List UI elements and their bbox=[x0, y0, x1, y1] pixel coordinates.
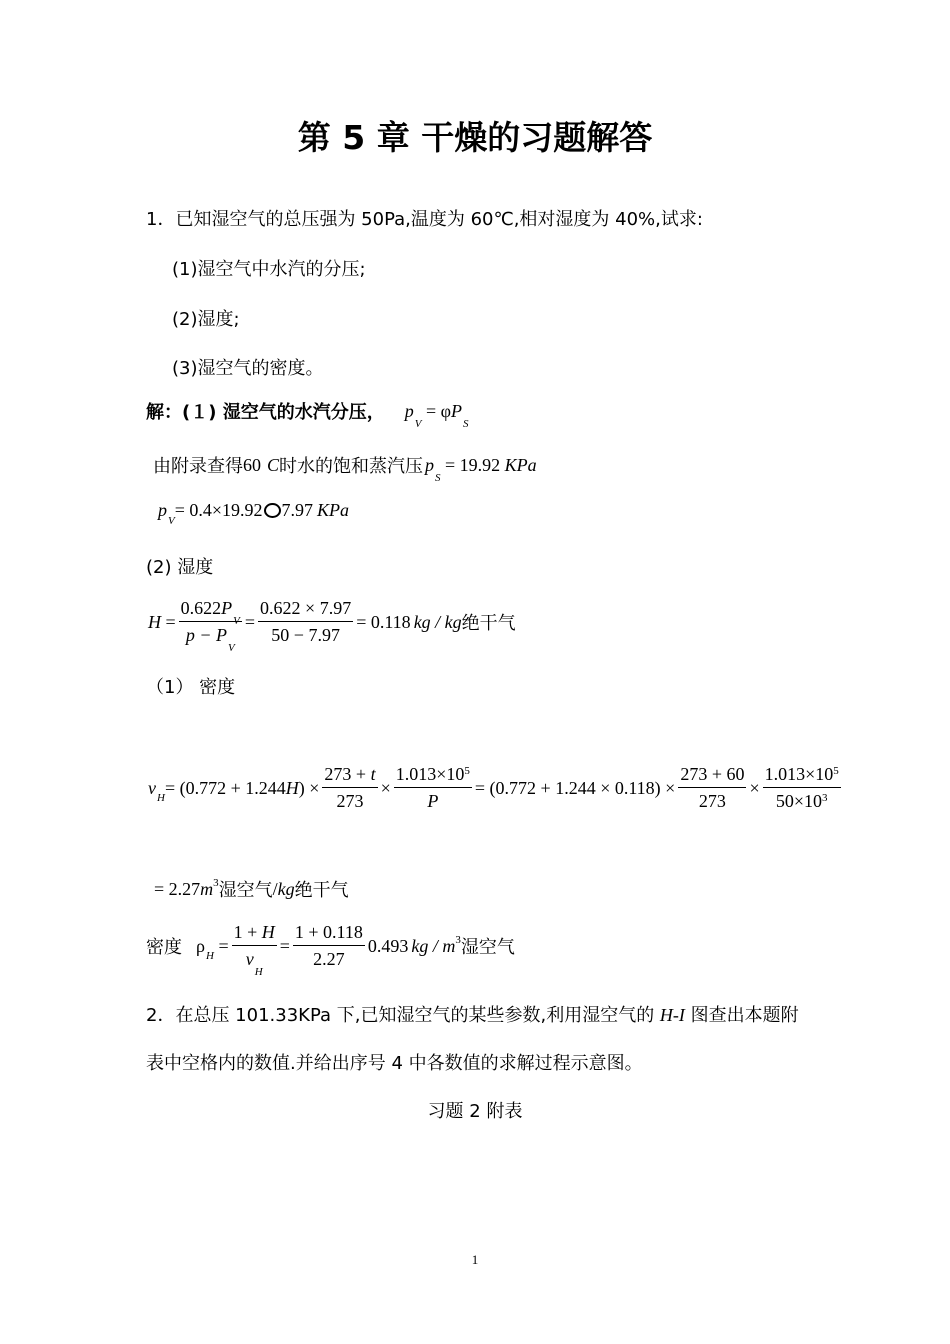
equation-density: 密度 ρ H = $\frac{1 + H}{v_H}$ = $\frac{1 + 0.118}{2.27}$ 0.493 kg / m 3 湿空气 bbox=[146, 922, 515, 978]
page-number: 1 bbox=[471, 1252, 479, 1267]
circle-symbol-icon bbox=[264, 503, 281, 518]
part-3-label: （1） 密度 bbox=[146, 677, 236, 698]
equation-specific-volume: v H = (0.772 + 1.244 H ) × $\frac{273 + t}{273}$ × $\frac{1.013\times 10^5}{P}$ = (0.772 + 1.244 × 0.118) × $\frac{273 + 60}{273}$ × $\frac{1.013\times 10^5}{50\times 10^3}$ bbox=[148, 764, 839, 811]
equation-volume-result: = 2.27 m 3 湿空气 / kg 绝干气 bbox=[154, 877, 349, 900]
equation-ps: $p_S = 19.92$ KPa bbox=[425, 454, 537, 484]
solution-line-1 bbox=[146, 398, 469, 430]
solution-line-2: 由附录查得 60 C 时水的饱和蒸汽压 $p_S = 19.92$ KPa bbox=[153, 454, 537, 484]
solution-heading: 解：(１) 湿空气的水汽分压， bbox=[146, 402, 385, 423]
equation-pv: $p_V = \varphi P_S$ bbox=[404, 400, 469, 430]
equation-pv-value: p V = 0.4×19.92 7.97 KPa bbox=[158, 500, 350, 527]
equation-humidity: H = $\frac{0.622P_V}{p - P_V}$ = $\frac{0.622 \times 7.97}{50 - 7.97}$ = 0.118 kg / kg 绝干气 bbox=[148, 598, 516, 654]
question-2-line-2: 表中空格内的数值.并给出序号 4 中各数值的求解过程示意图。 bbox=[146, 1053, 643, 1074]
table-caption: 习题 2 附表 bbox=[427, 1101, 523, 1122]
question-1-item-2: (2)湿度; bbox=[172, 309, 240, 330]
question-1-item-3: (3)湿空气的密度。 bbox=[172, 358, 324, 379]
question-2-line-1: 2．在总压 101.33KPa 下,已知湿空气的某些参数,利用湿空气的 H-I 图查出本题附 bbox=[146, 1005, 799, 1026]
question-1-text: 1．已知湿空气的总压强为 50Pa,温度为 60℃,相对湿度为 40%,试求: bbox=[146, 209, 703, 230]
part-2-label: (2) 湿度 bbox=[146, 557, 214, 578]
page-title: 第 5 章 干燥的习题解答 bbox=[297, 118, 653, 157]
question-1-item-1: (1)湿空气中水汽的分压; bbox=[172, 259, 366, 280]
